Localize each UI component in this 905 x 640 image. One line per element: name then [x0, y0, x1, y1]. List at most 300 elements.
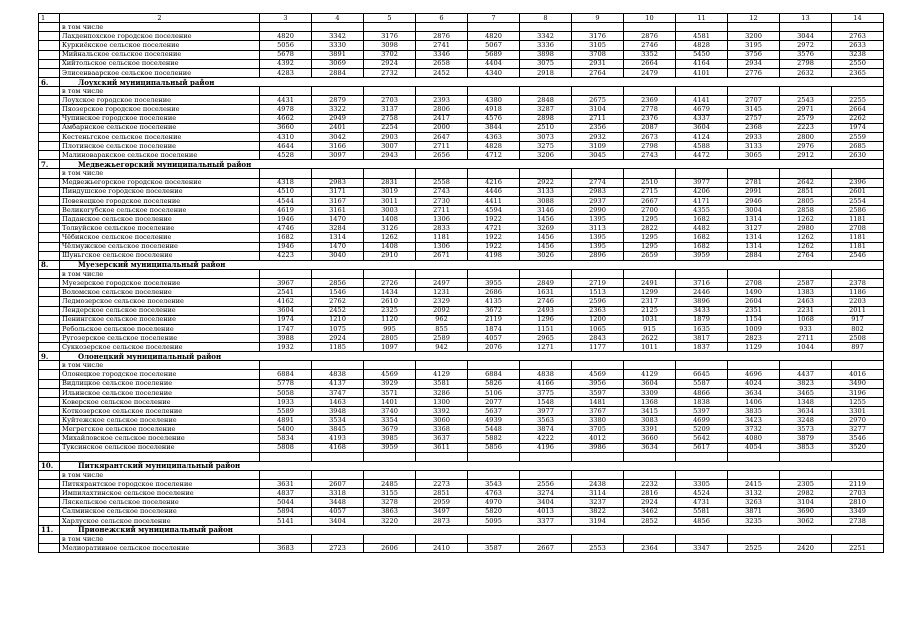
value-cell: 3660	[624, 434, 676, 443]
value-cell: 2497	[416, 279, 468, 288]
empty-cell	[572, 471, 624, 480]
value-cell: 5808	[260, 443, 312, 452]
value-cell: 2351	[728, 306, 780, 315]
settlement-row	[39, 443, 884, 452]
value-cell: 3977	[520, 407, 572, 416]
settlement-row	[39, 306, 884, 315]
value-cell: 2822	[624, 224, 676, 233]
value-cell: 2884	[728, 251, 780, 260]
value-cell: 4283	[260, 68, 312, 77]
subheading-row	[39, 23, 884, 32]
value-cell: 4129	[416, 370, 468, 379]
settlement-name-cell: Шуньгское сельское поселение	[60, 251, 260, 260]
empty-cell	[572, 452, 624, 461]
column-number-cell: 9	[572, 14, 624, 23]
value-cell: 2884	[312, 68, 364, 77]
value-cell: 4141	[676, 96, 728, 105]
empty-cell	[416, 169, 468, 178]
subheading-cell: в том числе	[60, 169, 260, 178]
value-cell: 1946	[260, 242, 312, 251]
value-cell: 2711	[572, 114, 624, 123]
value-cell: 2932	[572, 132, 624, 141]
empty-cell	[364, 169, 416, 178]
settlement-name-cell: Мелиоративное сельское поселение	[60, 544, 260, 553]
empty-cell	[832, 535, 884, 544]
value-cell: 3132	[728, 489, 780, 498]
value-cell: 2949	[312, 114, 364, 123]
value-cell: 4472	[676, 151, 728, 160]
value-cell: 2596	[572, 297, 624, 306]
row-number-cell	[39, 41, 60, 50]
value-cell: 3104	[572, 105, 624, 114]
empty-cell	[728, 452, 780, 461]
value-cell: 3354	[364, 416, 416, 425]
value-cell: 1306	[416, 215, 468, 224]
value-cell: 3206	[520, 151, 572, 160]
value-cell: 2011	[832, 306, 884, 315]
value-cell: 3959	[676, 251, 728, 260]
value-cell: 2898	[520, 114, 572, 123]
value-cell: 1011	[624, 343, 676, 352]
value-cell: 1177	[572, 343, 624, 352]
settlement-name-cell: Ильинское сельское поселение	[60, 388, 260, 397]
settlement-row	[39, 324, 884, 333]
value-cell: 3336	[520, 41, 572, 50]
value-cell: 5106	[468, 388, 520, 397]
value-cell: 2703	[364, 96, 416, 105]
value-cell: 1185	[312, 343, 364, 352]
value-cell: 2965	[520, 333, 572, 342]
value-cell: 5678	[260, 50, 312, 59]
row-number-cell	[39, 489, 60, 498]
value-cell: 2707	[728, 96, 780, 105]
value-cell: 4137	[312, 379, 364, 388]
value-cell: 1368	[624, 397, 676, 406]
value-cell: 2879	[312, 96, 364, 105]
district-row	[39, 77, 884, 86]
value-cell: 2378	[832, 279, 884, 288]
value-cell: 4763	[468, 489, 520, 498]
district-title-cell: Муезерский муниципальный район	[60, 260, 884, 269]
empty-cell	[676, 169, 728, 178]
value-cell: 4679	[676, 105, 728, 114]
value-cell: 1181	[832, 215, 884, 224]
value-cell: 2757	[728, 114, 780, 123]
settlement-name-cell: Лендерское сельское поселение	[60, 306, 260, 315]
value-cell: 3346	[416, 50, 468, 59]
empty-cell	[312, 169, 364, 178]
value-cell: 3176	[364, 32, 416, 41]
value-cell: 4135	[468, 297, 520, 306]
value-cell: 4363	[468, 132, 520, 141]
value-cell: 3126	[364, 224, 416, 233]
column-number-cell: 2	[60, 14, 260, 23]
subheading-cell: в том числе	[60, 23, 260, 32]
value-cell: 917	[832, 315, 884, 324]
row-number-cell	[39, 388, 60, 397]
value-cell: 1306	[416, 242, 468, 251]
value-cell: 3490	[832, 379, 884, 388]
empty-cell	[468, 535, 520, 544]
value-cell: 1408	[364, 215, 416, 224]
value-cell: 3044	[780, 32, 832, 41]
settlement-name-cell: Воломское сельское поселение	[60, 288, 260, 297]
value-cell: 1075	[312, 324, 364, 333]
value-cell: 5058	[260, 388, 312, 397]
value-cell: 1922	[468, 233, 520, 242]
value-cell: 4712	[468, 151, 520, 160]
settlement-name-cell: Салминское сельское поселение	[60, 507, 260, 516]
value-cell: 1295	[624, 215, 676, 224]
row-number-cell	[39, 205, 60, 214]
value-cell: 4310	[260, 132, 312, 141]
row-number-cell	[39, 480, 60, 489]
row-number-cell	[39, 87, 60, 96]
settlement-name-cell: Хийтольское сельское поселение	[60, 59, 260, 68]
value-cell: 2077	[468, 397, 520, 406]
row-number-cell	[39, 32, 60, 41]
value-cell: 3019	[364, 187, 416, 196]
row-number-cell	[39, 443, 60, 452]
value-cell: 3423	[728, 416, 780, 425]
value-cell: 1456	[520, 233, 572, 242]
value-cell: 3448	[312, 498, 364, 507]
settlement-name-cell: Пиндушское городское поселение	[60, 187, 260, 196]
settlement-name-cell: Туксинское сельское поселение	[60, 443, 260, 452]
row-number-cell	[39, 23, 60, 32]
value-cell: 2485	[364, 480, 416, 489]
row-number-cell	[39, 187, 60, 196]
value-cell: 3278	[364, 498, 416, 507]
value-cell: 3137	[364, 105, 416, 114]
value-cell: 2664	[832, 105, 884, 114]
row-number-cell	[39, 306, 60, 315]
value-cell: 2510	[624, 178, 676, 187]
value-cell: 3835	[728, 407, 780, 416]
empty-cell	[728, 269, 780, 278]
row-number-cell	[39, 343, 60, 352]
column-number-cell: 5	[364, 14, 416, 23]
value-cell: 2972	[780, 41, 832, 50]
subheading-cell: в том числе	[60, 471, 260, 480]
value-cell: 1481	[572, 397, 624, 406]
value-cell: 2764	[572, 68, 624, 77]
value-cell: 6884	[260, 370, 312, 379]
value-cell: 1682	[676, 242, 728, 251]
value-cell: 3342	[520, 32, 572, 41]
value-cell: 5826	[468, 379, 520, 388]
value-cell: 1097	[364, 343, 416, 352]
value-cell: 3161	[312, 205, 364, 214]
settlement-name-cell: Ляскельское сельское поселение	[60, 498, 260, 507]
value-cell: 5882	[468, 434, 520, 443]
settlement-row	[39, 224, 884, 233]
value-cell: 3597	[572, 388, 624, 397]
subheading-row	[39, 269, 884, 278]
value-cell: 4970	[468, 498, 520, 507]
empty-cell	[416, 452, 468, 461]
column-number-cell: 4	[312, 14, 364, 23]
settlement-name-cell: Плотинское сельское поселение	[60, 141, 260, 150]
value-cell: 4124	[676, 132, 728, 141]
value-cell: 3679	[364, 425, 416, 434]
settlement-name-cell: Медвежьегорское городское поселение	[60, 178, 260, 187]
value-cell: 4080	[728, 434, 780, 443]
value-cell: 2586	[832, 205, 884, 214]
empty-cell	[676, 361, 728, 370]
settlement-row	[39, 215, 884, 224]
value-cell: 2700	[624, 205, 676, 214]
value-cell: 3155	[364, 489, 416, 498]
table-body	[39, 14, 884, 553]
value-cell: 3104	[780, 498, 832, 507]
value-cell: 2364	[624, 544, 676, 553]
value-cell: 4939	[468, 416, 520, 425]
value-cell: 2719	[572, 279, 624, 288]
empty-cell	[520, 23, 572, 32]
value-cell: 2937	[572, 196, 624, 205]
value-cell: 2479	[624, 68, 676, 77]
settlement-row	[39, 379, 884, 388]
value-cell: 3732	[728, 425, 780, 434]
value-cell: 4721	[468, 224, 520, 233]
settlement-row	[39, 105, 884, 114]
value-cell: 4340	[468, 68, 520, 77]
value-cell: 1682	[676, 233, 728, 242]
value-cell: 3573	[780, 425, 832, 434]
value-cell: 4619	[260, 205, 312, 214]
empty-cell	[728, 361, 780, 370]
value-cell: 5044	[260, 498, 312, 507]
value-cell: 1271	[520, 343, 572, 352]
value-cell: 4644	[260, 141, 312, 150]
value-cell: 1120	[364, 315, 416, 324]
settlement-row	[39, 96, 884, 105]
empty-cell	[624, 471, 676, 480]
value-cell: 3604	[676, 123, 728, 132]
column-number-header-row	[39, 14, 884, 23]
value-cell: 1299	[624, 288, 676, 297]
value-cell: 1181	[416, 233, 468, 242]
empty-cell	[468, 361, 520, 370]
value-cell: 3576	[780, 50, 832, 59]
empty-cell	[260, 471, 312, 480]
value-cell: 5617	[676, 443, 728, 452]
value-cell: 3238	[832, 50, 884, 59]
value-cell: 3352	[624, 50, 676, 59]
empty-cell	[312, 361, 364, 370]
value-cell: 5067	[468, 41, 520, 50]
empty-cell	[520, 471, 572, 480]
empty-cell	[624, 452, 676, 461]
district-row	[39, 525, 884, 534]
subheading-cell: в том числе	[60, 87, 260, 96]
value-cell: 4318	[260, 178, 312, 187]
column-number-cell: 13	[780, 14, 832, 23]
value-cell: 2642	[780, 178, 832, 187]
value-cell: 1068	[780, 315, 832, 324]
value-cell: 2393	[416, 96, 468, 105]
value-cell: 3146	[520, 205, 572, 214]
value-cell: 3822	[572, 507, 624, 516]
value-cell: 3330	[312, 41, 364, 50]
value-cell: 1401	[364, 397, 416, 406]
district-number-cell: 6.	[39, 77, 60, 86]
empty-cell	[312, 535, 364, 544]
value-cell: 3305	[676, 480, 728, 489]
value-cell: 5689	[468, 50, 520, 59]
value-cell: 4524	[676, 489, 728, 498]
value-cell: 4162	[260, 297, 312, 306]
district-number-cell: 9.	[39, 352, 60, 361]
value-cell: 962	[416, 315, 468, 324]
value-cell: 3898	[520, 50, 572, 59]
value-cell: 2858	[780, 205, 832, 214]
value-cell: 4171	[676, 196, 728, 205]
value-cell: 4216	[468, 178, 520, 187]
empty-cell	[832, 269, 884, 278]
district-row	[39, 352, 884, 361]
row-number-cell	[39, 297, 60, 306]
value-cell: 4437	[780, 370, 832, 379]
value-cell: 2633	[832, 41, 884, 50]
value-cell: 2723	[312, 544, 364, 553]
value-cell: 1406	[728, 397, 780, 406]
value-cell: 3342	[312, 32, 364, 41]
value-cell: 3065	[728, 151, 780, 160]
settlement-row	[39, 315, 884, 324]
value-cell: 3497	[416, 507, 468, 516]
settlement-row	[39, 123, 884, 132]
empty-cell	[312, 87, 364, 96]
empty-cell	[572, 535, 624, 544]
value-cell: 2743	[624, 151, 676, 160]
subheading-cell: в том числе	[60, 361, 260, 370]
value-cell: 4164	[676, 59, 728, 68]
value-cell: 3287	[520, 105, 572, 114]
empty-cell	[780, 361, 832, 370]
subheading-row	[39, 361, 884, 370]
value-cell: 2556	[520, 480, 572, 489]
settlement-name-cell: Муезерское городское поселение	[60, 279, 260, 288]
value-cell: 3377	[520, 516, 572, 525]
empty-cell	[832, 452, 884, 461]
value-cell: 2223	[780, 123, 832, 132]
empty-cell	[260, 535, 312, 544]
value-cell: 3404	[312, 516, 364, 525]
value-cell: 3286	[416, 388, 468, 397]
empty-cell	[728, 471, 780, 480]
value-cell: 2778	[624, 105, 676, 114]
value-cell: 4016	[832, 370, 884, 379]
empty-cell	[364, 471, 416, 480]
settlement-name-cell: Ребольское сельское поселение	[60, 324, 260, 333]
settlement-name-cell: Ледмозерское сельское поселение	[60, 297, 260, 306]
settlement-row	[39, 178, 884, 187]
value-cell: 2255	[832, 96, 884, 105]
value-cell: 3237	[572, 498, 624, 507]
value-cell: 2933	[728, 132, 780, 141]
value-cell: 1295	[624, 242, 676, 251]
value-cell: 2610	[364, 297, 416, 306]
empty-cell	[780, 535, 832, 544]
value-cell: 2831	[364, 178, 416, 187]
district-title-cell: Медвежьегорский муниципальный район	[60, 160, 884, 169]
value-cell: 3988	[260, 333, 312, 342]
value-cell: 3891	[312, 50, 364, 59]
value-cell: 3604	[260, 306, 312, 315]
value-cell: 6884	[468, 370, 520, 379]
settlement-name-cell: Элисенваарское сельское поселение	[60, 68, 260, 77]
settlement-name-cell: Пяозерское городское поселение	[60, 105, 260, 114]
column-number-cell: 6	[416, 14, 468, 23]
value-cell: 2711	[416, 205, 468, 214]
empty-cell	[676, 87, 728, 96]
value-cell: 4223	[260, 251, 312, 260]
value-cell: 2848	[520, 96, 572, 105]
row-number-cell	[39, 507, 60, 516]
settlement-row	[39, 370, 884, 379]
value-cell: 3196	[832, 388, 884, 397]
district-title-cell: Лоухский муниципальный район	[60, 77, 884, 86]
empty-cell	[260, 23, 312, 32]
empty-cell	[416, 535, 468, 544]
value-cell: 3977	[676, 178, 728, 187]
value-cell: 5397	[676, 407, 728, 416]
value-cell: 2446	[676, 288, 728, 297]
settlement-row	[39, 279, 884, 288]
row-number-cell	[39, 196, 60, 205]
value-cell: 3235	[728, 516, 780, 525]
value-cell: 2856	[312, 279, 364, 288]
empty-cell	[364, 269, 416, 278]
value-cell: 3571	[364, 388, 416, 397]
value-cell: 4528	[260, 151, 312, 160]
value-cell: 1044	[780, 343, 832, 352]
value-cell: 4355	[676, 205, 728, 214]
value-cell: 4198	[468, 251, 520, 260]
empty-cell	[832, 23, 884, 32]
value-cell: 1009	[728, 324, 780, 333]
value-cell: 4837	[260, 489, 312, 498]
row-number-cell	[39, 50, 60, 59]
row-number-cell	[39, 379, 60, 388]
value-cell: 2376	[624, 114, 676, 123]
value-cell: 995	[364, 324, 416, 333]
column-number-cell: 11	[676, 14, 728, 23]
value-cell: 4129	[624, 370, 676, 379]
column-number-cell: 14	[832, 14, 884, 23]
district-number-cell: 8.	[39, 260, 60, 269]
value-cell: 1395	[572, 233, 624, 242]
value-cell: 3604	[624, 379, 676, 388]
empty-cell	[364, 452, 416, 461]
row-number-cell	[39, 498, 60, 507]
value-cell: 2896	[572, 251, 624, 260]
empty-cell	[364, 535, 416, 544]
value-cell: 2764	[780, 251, 832, 260]
row-number-cell	[39, 407, 60, 416]
value-cell: 3546	[832, 434, 884, 443]
empty-cell	[572, 361, 624, 370]
column-number-cell: 1	[39, 14, 60, 23]
value-cell: 2982	[780, 489, 832, 498]
value-cell: 2658	[416, 59, 468, 68]
value-cell: 3349	[832, 507, 884, 516]
settlement-name-cell: Импилахтинское сельское поселение	[60, 489, 260, 498]
value-cell: 3587	[468, 544, 520, 553]
empty-cell	[676, 269, 728, 278]
